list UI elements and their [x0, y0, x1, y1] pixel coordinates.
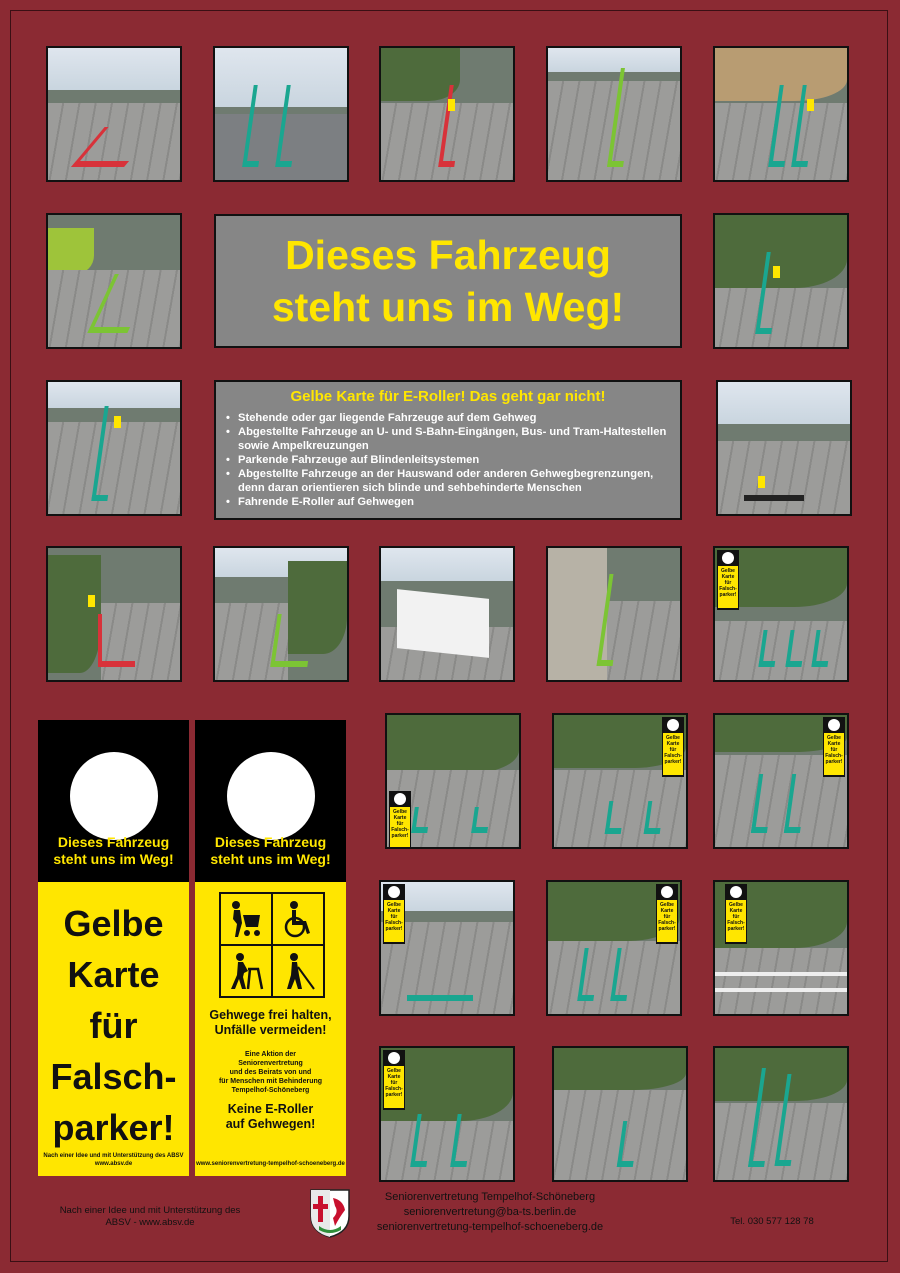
hanger-no-scooters: Keine E-Roller auf Gehwegen!	[225, 1102, 316, 1131]
scooter-photo	[713, 1046, 849, 1182]
hanger-hole	[70, 752, 158, 840]
headline-panel	[214, 214, 682, 348]
yellow-card-tag: Gelbe Karte für Falsch- parker!	[383, 1050, 405, 1110]
scooter-photo	[713, 213, 849, 349]
hanger-url: www.seniorenvertretung-tempelhof-schoeneberg.de	[196, 1161, 345, 1167]
org-name: Seniorenvertretung Tempelhof-Schöneberg	[384, 1191, 596, 1203]
scooter-photo	[379, 1046, 515, 1182]
walker-icon	[220, 945, 272, 997]
rules-item: • Parkende Fahrzeuge auf Blindenleitsystemen	[226, 453, 670, 467]
scooter-photo	[716, 380, 852, 516]
scooter-photo	[379, 46, 515, 182]
org-website[interactable]: seniorenvertretung-tempelhof-schoeneberg.de	[376, 1221, 604, 1233]
hanger-action-text: Eine Aktion der Seniorenvertretung und des Beirats von und für Menschen mit Behinderung Tempelhof-Schöneberg	[218, 1051, 323, 1094]
scooter-photo	[552, 1046, 688, 1182]
yellow-card-tag: Gelbe Karte für Falsch- parker!	[662, 717, 684, 777]
door-hanger-back	[195, 720, 346, 1176]
yellow-card-tag: Gelbe Karte für Falsch- parker!	[383, 884, 405, 944]
scooter-photo	[213, 546, 349, 682]
yellow-card-tag: Gelbe Karte für Falsch- parker!	[717, 550, 739, 610]
scooter-photo	[46, 213, 182, 349]
rules-panel	[214, 380, 682, 520]
scooter-photo	[213, 46, 349, 182]
blind-cane-icon	[272, 945, 324, 997]
scooter-photo	[46, 546, 182, 682]
district-crest-icon	[309, 1188, 351, 1238]
rules-item: • Abgestellte Fahrzeuge an U- und S-Bahn-Eingängen, Bus- und Tram-Haltestellen sowie Ampelkreuzungen	[226, 425, 670, 453]
rules-item: • Stehende oder gar liegende Fahrzeuge auf dem Gehweg	[226, 411, 670, 425]
hanger-subtitle: Dieses Fahrzeug steht uns im Weg!	[53, 834, 174, 867]
scooter-photo	[713, 46, 849, 182]
scooter-photo	[46, 46, 182, 182]
hanger-hole	[227, 752, 315, 840]
yellow-card-tag: Gelbe Karte für Falsch- parker!	[725, 884, 747, 944]
scooter-photo	[713, 880, 849, 1016]
scooter-photo	[46, 380, 182, 516]
headline-text: Dieses Fahrzeug steht uns im Weg!	[271, 232, 625, 330]
scooter-photo	[713, 546, 849, 682]
yellow-card-title: Gelbe Karte für Falsch- parker!	[50, 903, 177, 1148]
scooter-photo	[379, 546, 515, 682]
footer-contact	[360, 1190, 620, 1235]
scooter-photo	[546, 546, 682, 682]
scooter-photo	[385, 713, 521, 849]
rules-item: • Fahrende E-Roller auf Gehwegen	[226, 495, 670, 509]
pictogram-grid	[219, 892, 325, 998]
rules-item: • Abgestellte Fahrzeuge an der Hauswand oder anderen Gehwegbegrenzungen, denn daran orientieren sich blinde und sehbehinderte Menschen	[226, 467, 670, 495]
hanger-slogan: Gehwege frei halten, Unfälle vermeiden!	[209, 1008, 332, 1037]
hanger-subtitle: Dieses Fahrzeug steht uns im Weg!	[210, 834, 331, 867]
scooter-photo	[546, 880, 682, 1016]
scooter-photo	[552, 713, 688, 849]
door-hanger-front	[38, 720, 189, 1176]
scooter-photo	[546, 46, 682, 182]
rules-list	[226, 411, 670, 509]
yellow-card-tag: Gelbe Karte für Falsch- parker!	[823, 717, 845, 777]
scooter-photo	[379, 880, 515, 1016]
rules-title: Gelbe Karte für E-Roller! Das geht gar nicht!	[290, 388, 606, 405]
yellow-card-tag: Gelbe Karte für Falsch- parker!	[389, 791, 411, 849]
scooter-photo	[713, 713, 849, 849]
yellow-card-tag: Gelbe Karte für Falsch- parker!	[656, 884, 678, 944]
org-email[interactable]: seniorenvertretung@ba-ts.berlin.de	[403, 1206, 577, 1218]
wheelchair-icon	[272, 893, 324, 945]
stroller-icon	[220, 893, 272, 945]
footer-credit: Nach einer Idee und mit Unterstützung des ABSV - www.absv.de	[59, 1205, 241, 1228]
hanger-footnote: Nach einer Idee und mit Unterstützung des ABSV www.absv.de	[43, 1153, 184, 1167]
footer-phone: Tel. 030 577 128 78	[730, 1216, 814, 1227]
